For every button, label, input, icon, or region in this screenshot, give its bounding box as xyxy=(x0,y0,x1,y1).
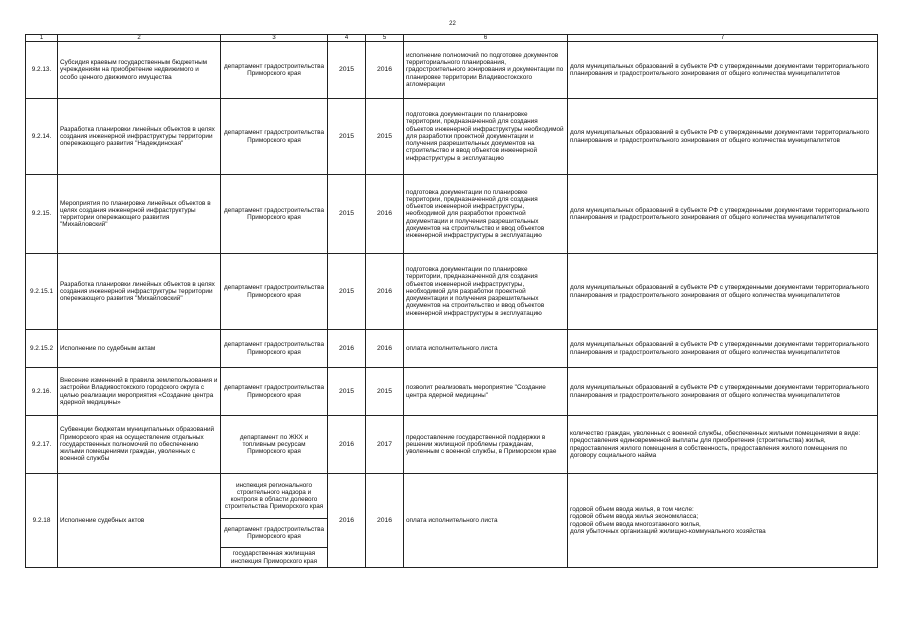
table-row xyxy=(26,368,878,416)
item-number: 9.2.15. xyxy=(26,175,58,254)
item-number: 9.2.17. xyxy=(26,416,58,474)
indicator-line: доля убыточных организаций жилищно-коммунального хозяйства xyxy=(570,527,766,535)
item-start-year: 2015 xyxy=(328,368,366,416)
table-row xyxy=(26,42,878,99)
table-row xyxy=(26,416,878,474)
header-cell: 3 xyxy=(221,35,328,42)
item-indicator: доля муниципальных образований в субъекте РФ с утвержденными документами территориального планирования и градостроительного зонирования от общего количества муниципалитетов xyxy=(568,330,878,368)
table-row xyxy=(26,474,878,519)
item-name: Мероприятия по планировке линейных объектов в целях создания инженерной инфраструктуры территории опережающего развития "Михайловский" xyxy=(58,175,221,254)
item-end-year: 2017 xyxy=(366,416,404,474)
table-row xyxy=(26,330,878,368)
item-result: подготовка документации по планировке территории, предназначенной для создания объектов инженерной инфраструктуры необходимой для разработки проектной документации и получения разрешительных документов на строительство и ввод объектов инженерной инфраструктуры в эксплуатацию xyxy=(404,99,568,175)
header-cell: 1 xyxy=(26,35,58,42)
item-start-year: 2016 xyxy=(328,416,366,474)
header-cell: 4 xyxy=(328,35,366,42)
item-start-year: 2015 xyxy=(328,99,366,175)
item-indicator: количество граждан, уволенных с военной службы, обеспеченных жилыми помещениями в виде: предоставления единовременной выплаты для приобретения (строительства) жилья, предоставления жилого помещения в собственность, предоставления жилого помещения по договору социального найма xyxy=(568,416,878,474)
item-result: оплата исполнительного листа xyxy=(404,474,568,568)
item-name: Разработка планировки линейных объектов в целях создания инженерной инфраструктуры территории опережающего развития "Михайловский" xyxy=(58,254,221,330)
table-row xyxy=(26,175,878,254)
item-indicator xyxy=(568,474,878,568)
item-end-year: 2015 xyxy=(366,368,404,416)
item-number: 9.2.15.2 xyxy=(26,330,58,368)
indicator-line: годовой объем ввода жилья экономкласса; xyxy=(570,513,699,521)
item-start-year: 2015 xyxy=(328,175,366,254)
item-name: Разработка планировки линейных объектов в целях создания инженерной инфраструктуры территории опережающего развития "Надеждинская" xyxy=(58,99,221,175)
item-start-year: 2016 xyxy=(328,474,366,568)
item-result: подготовка документации по планировке территории, предназначенной для создания объектов инженерной инфраструктуры, необходимой для разработки проектной документации и получения разрешительных документов на строительство и ввод объектов инженерной инфраструктуры в эксплуатацию xyxy=(404,254,568,330)
item-indicator: доля муниципальных образований в субъекте РФ с утвержденными документами территориального планирования и градостроительного зонирования от общего количества муниципалитетов xyxy=(568,254,878,330)
item-result: подготовка документации по планировке территории, предназначенной для создания объектов инженерной инфраструктуры, необходимой для разработки проектной документации и получения разрешительных документов на строительство и ввод объектов инженерной инфраструктуры в эксплуатацию xyxy=(404,175,568,254)
item-end-year: 2016 xyxy=(366,175,404,254)
item-number: 9.2.18 xyxy=(26,474,58,568)
item-end-year: 2016 xyxy=(366,474,404,568)
table-row xyxy=(26,99,878,175)
item-number: 9.2.15.1 xyxy=(26,254,58,330)
item-executor: департамент градостроительства Приморского края xyxy=(221,175,328,254)
indicator-line: годовой объем ввода многоэтажного жилья, xyxy=(570,520,701,528)
item-executor: департамент градостроительства Приморского края xyxy=(221,330,328,368)
item-executor: департамент градостроительства Приморского края xyxy=(221,42,328,99)
item-name: Внесение изменений в правила землепользования и застройки Владивостокского городского округа с целью реализации мероприятия «Создание центра ядерной медицины» xyxy=(58,368,221,416)
item-executor: департамент градостроительства Приморского края xyxy=(221,99,328,175)
item-indicator: доля муниципальных образований в субъекте РФ с утвержденными документами территориального планирования и градостроительного зонирования от общего количества муниципалитетов xyxy=(568,42,878,99)
header-cell: 6 xyxy=(404,35,568,42)
header-row xyxy=(26,35,878,42)
item-end-year: 2015 xyxy=(366,99,404,175)
item-indicator: доля муниципальных образований в субъекте РФ с утвержденными документами территориального планирования и градостроительного зонирования от общего количества муниципалитетов xyxy=(568,368,878,416)
item-indicator: доля муниципальных образований в субъекте РФ с утвержденными документами территориального планирования и градостроительного зонирования от общего количества муниципалитетов xyxy=(568,99,878,175)
header-cell: 7 xyxy=(568,35,878,42)
item-result: предоставление государственной поддержки в решении жилищной проблемы гражданам, уволенным с военной службы, в Приморском крае xyxy=(404,416,568,474)
item-end-year: 2016 xyxy=(366,254,404,330)
page-number: 22 xyxy=(449,21,456,27)
item-result: позволит реализовать мероприятие "Создание центра ядерной медицины" xyxy=(404,368,568,416)
item-number: 9.2.14. xyxy=(26,99,58,175)
item-executor: государственная жилищная инспекция Приморского края xyxy=(221,548,328,568)
item-number: 9.2.13. xyxy=(26,42,58,99)
item-executor: департамент градостроительства Приморского края xyxy=(221,254,328,330)
item-executor: инспекция регионального строительного надзора и контроля в области долевого строительства Приморского края xyxy=(221,474,328,519)
item-result: оплата исполнительного листа xyxy=(404,330,568,368)
indicator-line: годовой объем ввода жилья, в том числе: xyxy=(570,506,694,514)
item-number: 9.2.16. xyxy=(26,368,58,416)
header-cell: 5 xyxy=(366,35,404,42)
item-start-year: 2015 xyxy=(328,42,366,99)
table-row xyxy=(26,254,878,330)
item-executor: департамент градостроительства Приморского края xyxy=(221,519,328,548)
item-executor: департамент градостроительства Приморского края xyxy=(221,368,328,416)
item-end-year: 2016 xyxy=(366,42,404,99)
item-end-year: 2016 xyxy=(366,330,404,368)
item-result: исполнение полномочий по подготовке документов территориального планирования, градостроительного зонирования и документации по планировке территории Владивостокского агломерации xyxy=(404,42,568,99)
item-name: Субвенции бюджетам муниципальных образований Приморского края на осуществление отдельных государственных полномочий по обеспечению жилыми помещениями граждан, уволенных с военной службы xyxy=(58,416,221,474)
item-name: Субсидия краевым государственным бюджетным учреждениям на приобретение недвижимого и особо ценного движимого имущества xyxy=(58,42,221,99)
item-indicator: доля муниципальных образований в субъекте РФ с утвержденными документами территориального планирования и градостроительного зонирования от общего количества муниципалитетов xyxy=(568,175,878,254)
item-start-year: 2016 xyxy=(328,330,366,368)
program-table xyxy=(25,34,878,568)
header-cell: 2 xyxy=(58,35,221,42)
item-executor: департамент по ЖКХ и топливным ресурсам Приморского края xyxy=(221,416,328,474)
item-start-year: 2015 xyxy=(328,254,366,330)
item-name: Исполнение судебных актов xyxy=(58,474,221,568)
item-name: Исполнение по судебным актам xyxy=(58,330,221,368)
